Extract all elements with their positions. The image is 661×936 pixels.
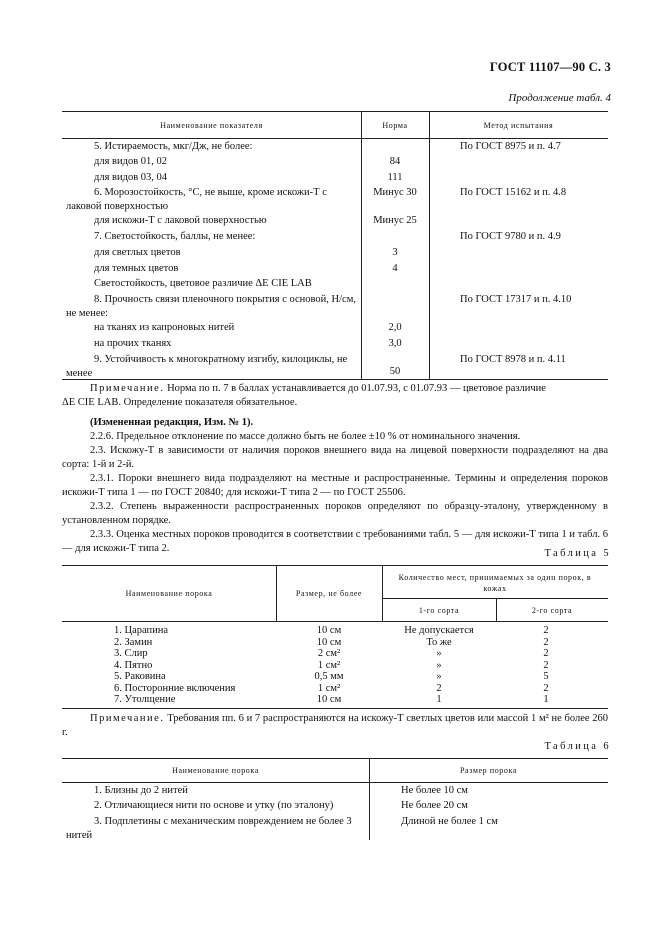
table-cell-norm: 4: [392, 263, 398, 274]
table-cell-grade-1: Не допускается: [404, 625, 474, 636]
table-cell-method: По ГОСТ 8978 и п. 4.11: [460, 354, 566, 365]
table-cell-grade-1: »: [436, 671, 442, 682]
table-rule: [62, 708, 608, 709]
table-cell-size: Не более 20 см: [401, 800, 468, 811]
table-cell-grade-2: 2: [543, 625, 549, 636]
paragraph-2-3-2: 2.3.2. Степень выраженности распространенных пороков определяют по образцу-эталону, утвержденному в установленном порядке.: [62, 501, 608, 526]
table-cell-size: Не более 10 см: [401, 785, 468, 796]
table-cell-name: на тканях из капроновых нитей: [94, 322, 235, 333]
column-header-count: Количество мест, принимаемых за один порок, в кожах: [398, 573, 592, 593]
table-rule: [62, 111, 608, 112]
table-cell-norm: 111: [387, 172, 403, 183]
table-cell-size: 0,5 мм: [314, 671, 344, 682]
table-cell-name: 5. Раковина: [114, 671, 166, 682]
table-continuation-label: Продолжение табл. 4: [508, 92, 611, 104]
table-cell-norm: 2,0: [388, 322, 402, 333]
table-cell-size: 1 см²: [317, 659, 341, 671]
table-cell-name: 4. Пятно: [114, 659, 153, 671]
table-cell-name: 7. Утолщение: [114, 694, 176, 705]
table-rule: [62, 758, 608, 759]
table-cell-name: 2. Отличающиеся нити по основе и утку (по эталону): [94, 800, 334, 811]
table-cell-size: 10 см: [316, 694, 342, 705]
paragraph-2-3-3: 2.3.3. Оценка местных пороков проводится в соответствии с требованиями табл. 5 — для искожи-Т типа 1 и табл. 6 — для искожи-Т типа 2.: [62, 529, 608, 554]
column-header-method: Метод испытания: [483, 121, 554, 130]
table-cell-name: 5. Истираемость, мкг/Дж, не более:: [94, 141, 253, 152]
table-rule: [62, 138, 608, 139]
table-cell-name: для видов 03, 04: [94, 172, 168, 183]
table-rule: [382, 598, 608, 599]
table-cell-grade-2: 2: [543, 636, 549, 648]
table-cell-name: для искожи-Т с лаковой поверхностью: [94, 215, 267, 226]
table-cell-grade-2: 5: [543, 671, 549, 682]
table-cell-grade-1: 1: [436, 694, 442, 705]
table-cell-name: 2. Замин: [114, 636, 153, 648]
column-header-size: Размер, не более: [295, 589, 363, 598]
table-cell-name: 6. Морозостойкость, °С, не выше, кроме искожи-Т с лаковой поверхностью: [66, 187, 327, 212]
table-cell-method: По ГОСТ 8975 и п. 4.7: [460, 141, 561, 152]
column-header-grade-1: 1-го сорта: [418, 606, 460, 615]
table-cell-method: По ГОСТ 9780 и п. 4.9: [460, 231, 561, 242]
table-cell-method: По ГОСТ 15162 и п. 4.8: [460, 187, 567, 198]
table-cell-grade-1: »: [436, 659, 442, 671]
table-cell-name: для светлых цветов: [94, 247, 181, 258]
column-header-name: Наименование показателя: [160, 121, 263, 130]
paragraph-2-3: 2.3. Искожу-Т в зависимости от наличия пороков внешнего вида на лицевой поверхности подразделяют на два сорта: 1-й и 2-й.: [62, 445, 608, 470]
table-cell-grade-2: 2: [543, 659, 549, 671]
note-label: Примечание.: [90, 383, 165, 394]
table-cell-grade-2: 1: [543, 694, 549, 705]
table-cell-name: 7. Светостойкость, баллы, не менее:: [94, 231, 256, 242]
table-cell-size: 2 см²: [317, 648, 341, 659]
table-cell-name: Светостойкость, цветовое различие ΔE CIE LAB: [94, 278, 312, 289]
table-rule: [62, 621, 608, 622]
note-text: ΔE CIE LAB. Определение показателя обязательное.: [62, 397, 298, 408]
note-label: Примечание.: [90, 713, 165, 724]
table-5-caption: Таблица 5: [544, 548, 611, 559]
table-4-note: [62, 382, 608, 410]
table-cell-norm: 50: [389, 366, 401, 377]
column-header-grade-2: 2-го сорта: [531, 606, 573, 615]
table-cell-name: для видов 01, 02: [94, 156, 168, 167]
table-5-note: [62, 712, 608, 740]
table-cell-name: на прочих тканях: [94, 338, 172, 349]
column-header-name: Наименование порока: [172, 766, 259, 775]
table-cell-grade-2: 2: [543, 648, 549, 659]
note-text: Требования пп. 6 и 7 распространяются на искожу-Т светлых цветов или массой 1 м² не более 260 г.: [62, 713, 608, 738]
table-cell-size: 1 см²: [317, 682, 341, 694]
column-header-name: Наименование порока: [125, 589, 213, 598]
column-header-norm: Норма: [382, 121, 408, 130]
paragraph-2-2-6: 2.2.6. Предельное отклонение по массе должно быть не более ±10 % от номинального значения.: [90, 431, 521, 442]
table-cell-grade-1: »: [436, 648, 442, 659]
table-cell-name: 8. Прочность связи пленочного покрытия с основой, Н/см, не менее:: [66, 294, 356, 319]
table-cell-grade-1: То же: [426, 636, 452, 648]
column-header-size: Размер порока: [459, 766, 518, 775]
column-divider: [429, 111, 430, 379]
table-cell-name: 1. Близны до 2 нитей: [94, 785, 188, 796]
table-cell-grade-1: 2: [436, 682, 442, 694]
table-cell-size: Длиной не более 1 см: [401, 816, 498, 827]
table-6-caption: Таблица 6: [544, 741, 611, 752]
table-cell-name: 3. Слир: [114, 648, 148, 659]
table-rule: [62, 782, 608, 783]
table-cell-grade-2: 2: [543, 682, 549, 694]
table-cell-name: 1. Царапина: [114, 625, 169, 636]
table-cell-size: 10 см: [316, 636, 342, 648]
table-cell-norm: Минус 30: [373, 187, 417, 198]
table-cell-norm: 3,0: [388, 338, 402, 349]
table-cell-name: для темных цветов: [94, 263, 179, 274]
table-cell-norm: 3: [392, 247, 398, 258]
table-cell-norm: 84: [389, 156, 401, 167]
table-cell-size: 10 см: [316, 625, 342, 636]
table-rule: [62, 565, 608, 566]
page-header: ГОСТ 11107—90 С. 3: [489, 60, 611, 74]
table-cell-method: По ГОСТ 17317 и п. 4.10: [460, 294, 572, 305]
table-cell-norm: Минус 25: [373, 215, 417, 226]
edition-note: (Измененная редакция, Изм. № 1).: [90, 417, 254, 428]
paragraph-2-3-1: 2.3.1. Пороки внешнего вида подразделяют на местные и распространенные. Термины и определения пороков искожи-Т типа 1 — по ГОСТ 20840; для искожи-Т типа 2 — по ГОСТ 25506.: [62, 473, 608, 498]
table-cell-name: 9. Устойчивость к многократному изгибу, килоциклы, не менее: [66, 354, 348, 379]
table-cell-name: 6. Посторонние включения: [114, 682, 236, 694]
note-text: Норма по п. 7 в баллах устанавливается до 01.07.93, с 01.07.93 — цветовое различие: [164, 383, 546, 394]
table-cell-name: 3. Подплетины с механическим повреждением не более 3 нитей: [66, 816, 352, 841]
